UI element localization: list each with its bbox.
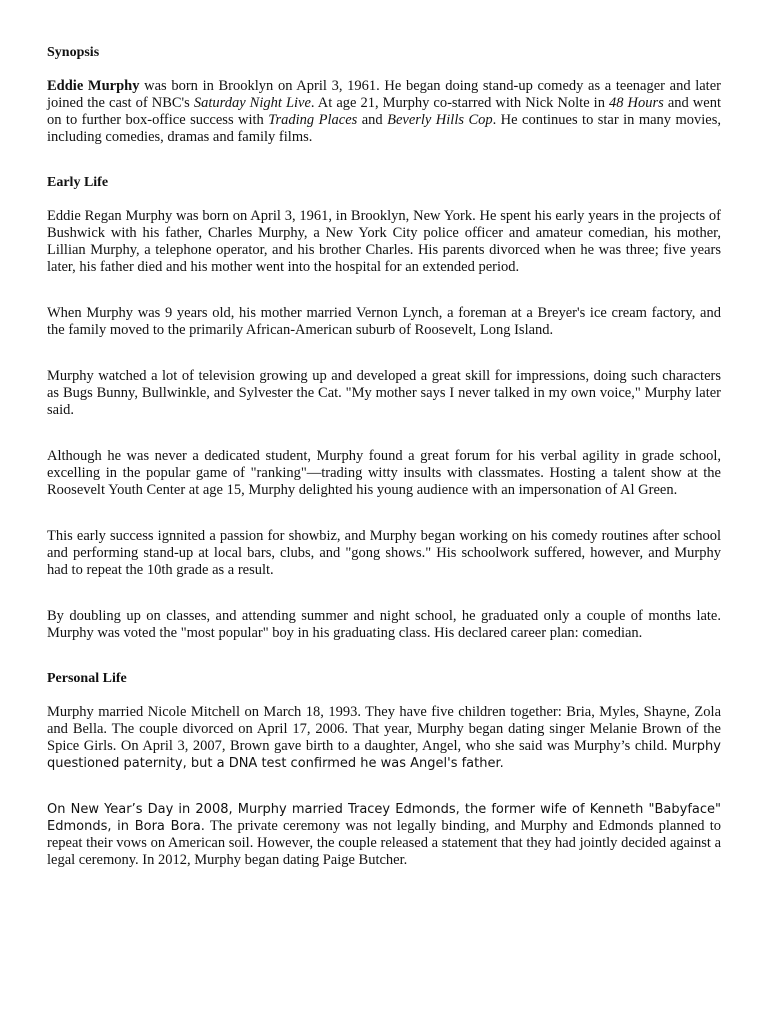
early-life-paragraph: Murphy watched a lot of television growing up and developed a great skill for impressions, doing such characters as Bugs Bunny, Bullwinkle, and Sylvester the Cat. "My mother says I never talked in my own voice," Murphy later said. (47, 368, 721, 418)
subject-name: Eddie Murphy (47, 78, 140, 94)
film-title: Trading Places (268, 112, 358, 128)
personal-life-paragraph (47, 801, 721, 869)
early-life-paragraph: Although he was never a dedicated student, Murphy found a great forum for his verbal agility in grade school, excelling in the popular game of "ranking"—trading witty insults with classmates. Hosting a talent show at the Roosevelt Youth Center at age 15, Murphy delighted his young audience with an impersonation of Al Green. (47, 448, 721, 498)
film-title: Beverly Hills Cop (387, 112, 493, 128)
early-life-heading: Early Life (47, 175, 109, 190)
personal-life-heading: Personal Life (47, 671, 127, 686)
synopsis-text: and went on to further box-office success with (47, 95, 721, 128)
synopsis-text: and (357, 112, 388, 128)
early-life-paragraph: This early success ignnited a passion for showbiz, and Murphy began working on his comedy routines after school and performing stand-up at local bars, clubs, and "gong shows." His schoolwork suffered, however, and Murphy had to repeat the 10th grade as a result. (47, 528, 721, 578)
document-page (47, 44, 721, 869)
synopsis-heading: Synopsis (47, 45, 100, 60)
early-life-paragraph: When Murphy was 9 years old, his mother married Vernon Lynch, a foreman at a Breyer's ice cream factory, and the family moved to the primarily African-American suburb of Roosevelt, Long Island. (47, 305, 721, 338)
personal-life-text: The private ceremony was not legally binding, and Murphy and Edmonds planned to repeat their vows on American soil. However, the couple released a statement that they had jointly decided against a legal ceremony. In 2012, Murphy began dating Paige Butcher. (47, 818, 721, 868)
synopsis-text: . He continues to star in many movies, including comedies, dramas and family films. (47, 112, 722, 145)
personal-life-text: Murphy married Nicole Mitchell on March 18, 1993. They have five children together: Bria, Myles, Shayne, Zola and Bella. The couple divorced on April 17, 2006. That year, Murphy began dating singer Melanie Brown of the Spice Girls. On April 3, 2007, Brown gave birth to a daughter, Angel, who she said was Murphy’s child. (47, 704, 721, 754)
film-title: 48 Hours (609, 95, 664, 111)
personal-life-text: On New Year’s Day in 2008, Murphy married Tracey Edmonds, the former wife of Kenneth "Babyface" Edmonds, in Bora Bora. (47, 802, 721, 834)
show-title: Saturday Night Live (193, 95, 311, 111)
personal-life-text: Murphy questioned paternity, but a DNA test confirmed he was Angel's father. (47, 739, 721, 771)
synopsis-text: was born in Brooklyn on April 3, 1961. He began doing stand-up comedy as a teenager and later joined the cast of NBC's (47, 78, 721, 111)
synopsis-paragraph (47, 78, 721, 146)
synopsis-text: . At age 21, Murphy co-starred with Nick Nolte in (310, 95, 609, 111)
personal-life-paragraph (47, 704, 721, 772)
early-life-paragraph: By doubling up on classes, and attending summer and night school, he graduated only a couple of months late. Murphy was voted the "most popular" boy in his graduating class. His declared career plan: comedian. (47, 608, 721, 641)
early-life-paragraph: Eddie Regan Murphy was born on April 3, 1961, in Brooklyn, New York. He spent his early years in the projects of Bushwick with his father, Charles Murphy, a New York City police officer and amateur comedian, his mother, Lillian Murphy, a telephone operator, and his brother Charles. His parents divorced when he was three; five years later, his father died and his mother went into the hospital for an extended period. (47, 208, 721, 275)
